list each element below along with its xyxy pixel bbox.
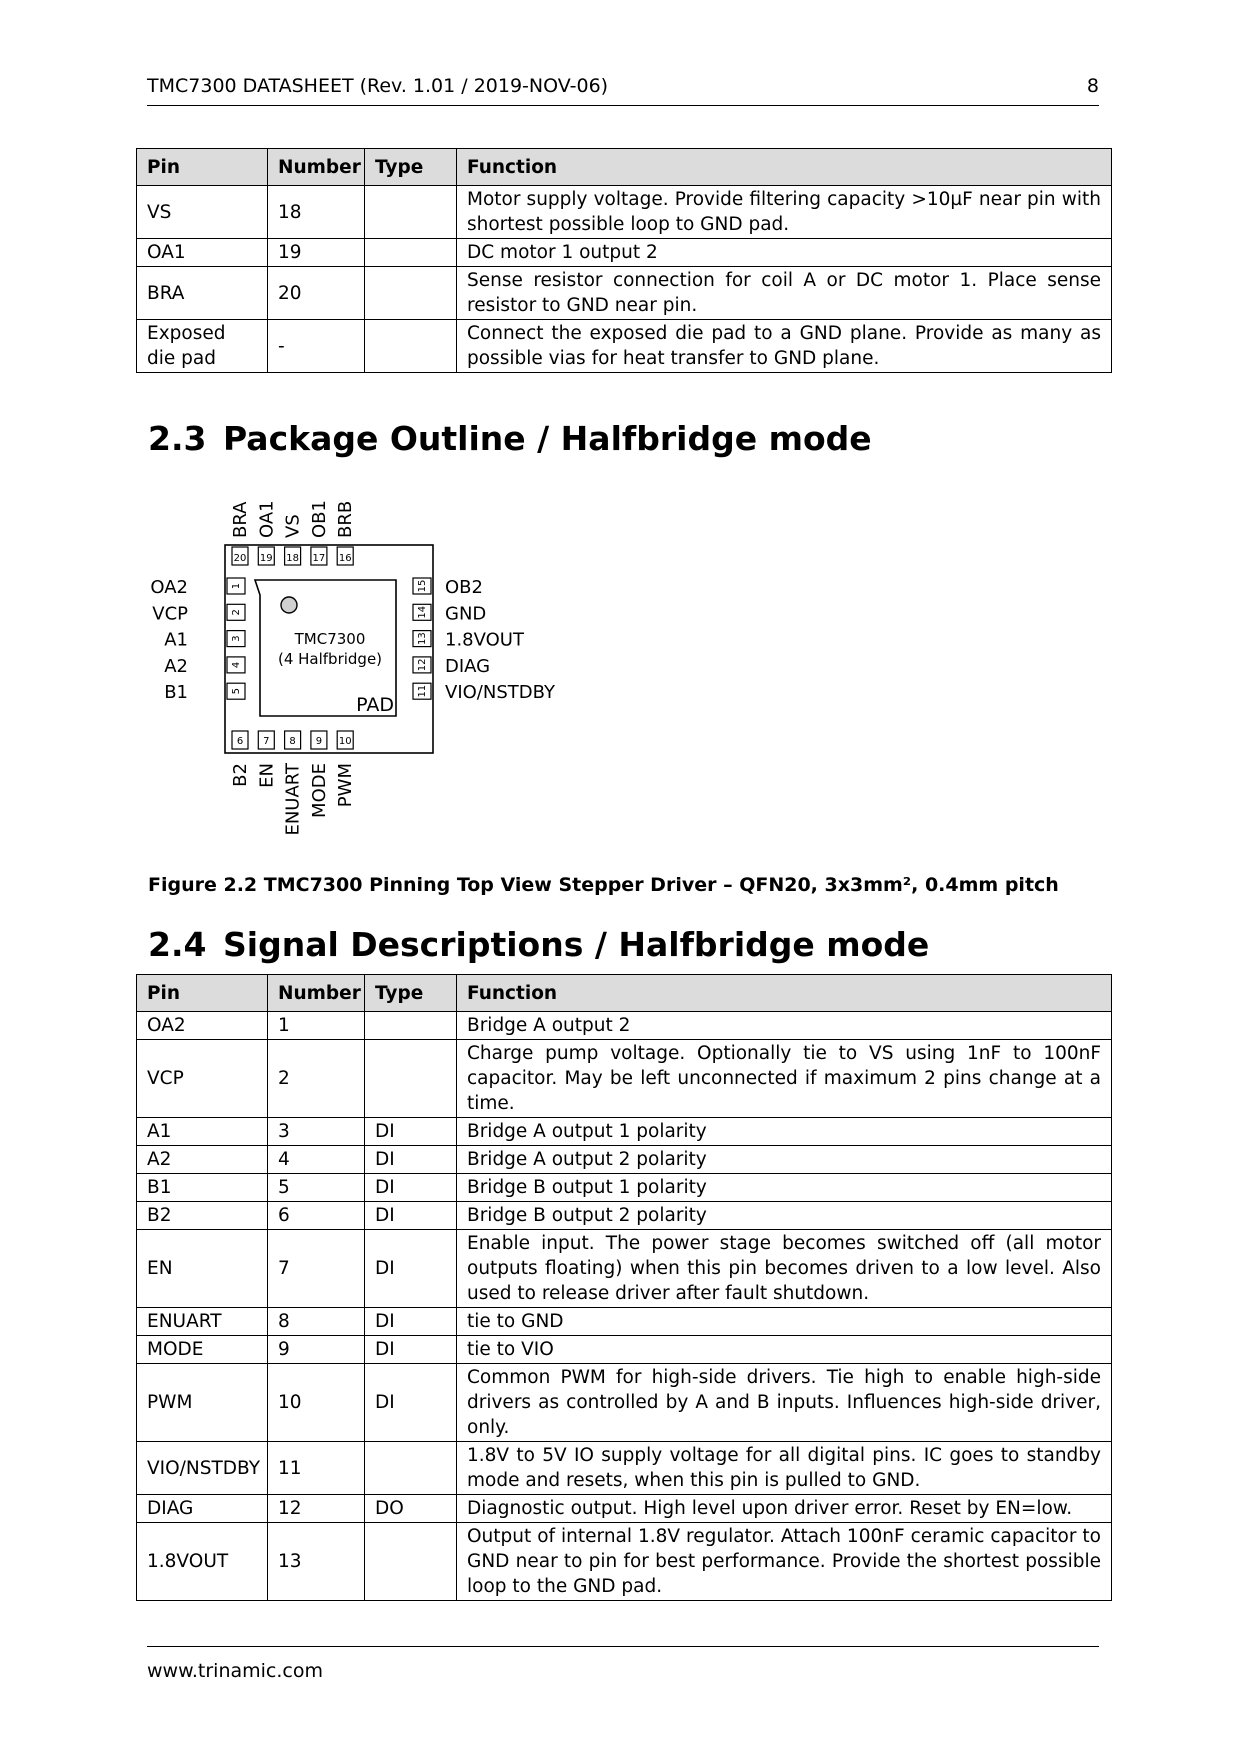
chip-name: TMC7300 [294, 630, 366, 648]
table-row [137, 1202, 1112, 1230]
cell-pin: VCP [137, 1040, 268, 1118]
pin-number: 13 [417, 632, 428, 645]
table-header-row [137, 149, 1112, 186]
col-header-function: Function [457, 975, 1112, 1012]
cell-number: 11 [268, 1442, 365, 1495]
cell-function: Bridge A output 2 polarity [457, 1146, 1112, 1174]
table-row [137, 267, 1112, 320]
pin-name: DIAG [445, 655, 491, 677]
pin-number: 2 [231, 609, 242, 616]
pin-number: 15 [417, 579, 428, 593]
cell-pin: MODE [137, 1336, 268, 1364]
pad-label: PAD [356, 694, 394, 716]
cell-pin: VIO/NSTDBY [137, 1442, 268, 1495]
cell-pin: EN [137, 1230, 268, 1308]
cell-number: - [268, 320, 365, 373]
table-row [137, 1040, 1112, 1118]
cell-function: 1.8V to 5V IO supply voltage for all digital pins. IC goes to standby mode and resets, when this pin is pulled to GND. [457, 1442, 1112, 1495]
page-header [147, 75, 1099, 106]
pin-name: EN [256, 763, 278, 788]
cell-function: Common PWM for high-side drivers. Tie high to enable high-side drivers as controlled by A and B inputs. Influences high-side driver, only. [457, 1364, 1112, 1442]
cell-function: Motor supply voltage. Provide filtering capacity >10µF near pin with shortest possible loop to GND pad. [457, 186, 1112, 239]
cell-type: DI [365, 1336, 457, 1364]
signal-description-table [136, 974, 1112, 1601]
cell-function: Bridge B output 1 polarity [457, 1174, 1112, 1202]
col-header-pin: Pin [137, 975, 268, 1012]
cell-function: Enable input. The power stage becomes switched off (all motor outputs floating) when this pin becomes driven to a low level. Also used to release driver after fault shutdown. [457, 1230, 1112, 1308]
cell-type [365, 239, 457, 267]
pin-number: 11 [417, 684, 428, 698]
cell-type [365, 1012, 457, 1040]
cell-pin: A1 [137, 1118, 268, 1146]
cell-pin: VS [137, 186, 268, 239]
cell-function: Sense resistor connection for coil A or DC motor 1. Place sense resistor to GND near pin. [457, 267, 1112, 320]
pin-number: 10 [338, 736, 352, 747]
table-row [137, 239, 1112, 267]
section-heading-2-3 [148, 419, 872, 458]
pin-name: MODE [308, 763, 330, 818]
cell-function: Bridge B output 2 polarity [457, 1202, 1112, 1230]
table-row [137, 1118, 1112, 1146]
pin-number: 18 [286, 553, 299, 564]
cell-function: tie to VIO [457, 1336, 1112, 1364]
pin-name: GND [445, 603, 487, 625]
pin-number: 17 [312, 553, 326, 564]
table-row [137, 1364, 1112, 1442]
pin-number: 19 [259, 553, 273, 564]
document-title: TMC7300 DATASHEET (Rev. 1.01 / 2019-NOV-06) [147, 75, 609, 97]
pin-name: BRB [335, 500, 357, 538]
cell-function: Bridge A output 2 [457, 1012, 1112, 1040]
table-row [137, 1230, 1112, 1308]
cell-number: 12 [268, 1495, 365, 1523]
cell-function: Charge pump voltage. Optionally tie to VS using 1nF to 100nF capacitor. May be left unconnected if maximum 2 pins change at a time. [457, 1040, 1112, 1118]
table-header-row [137, 975, 1112, 1012]
pin-number: 3 [231, 635, 242, 642]
pin-name: VS [282, 514, 304, 538]
cell-function: Diagnostic output. High level upon driver error. Reset by EN=low. [457, 1495, 1112, 1523]
cell-number: 18 [268, 186, 365, 239]
col-header-function: Function [457, 149, 1112, 186]
cell-type [365, 1523, 457, 1601]
table-row [137, 1495, 1112, 1523]
col-header-number: Number [268, 149, 365, 186]
table-row [137, 1523, 1112, 1601]
cell-pin: B2 [137, 1202, 268, 1230]
pin-name: 1.8VOUT [445, 629, 524, 651]
section-title: Package Outline / Halfbridge mode [223, 419, 872, 458]
cell-type [365, 267, 457, 320]
cell-number: 5 [268, 1174, 365, 1202]
pin-name: B2 [230, 763, 251, 787]
section-number: 2.4 [148, 925, 207, 964]
cell-type: DI [365, 1146, 457, 1174]
cell-pin: 1.8VOUT [137, 1523, 268, 1601]
table-row [137, 1174, 1112, 1202]
chip-mode: (4 Halfbridge) [277, 650, 383, 668]
pin-name: VCP [152, 603, 188, 625]
pin-number: 14 [417, 605, 428, 619]
cell-number: 19 [268, 239, 365, 267]
pin-name: VIO/NSTDBY [445, 682, 555, 704]
pin-number: 5 [231, 688, 242, 695]
pin-name: BRA [230, 501, 251, 538]
cell-pin: ENUART [137, 1308, 268, 1336]
pin-name: ENUART [282, 763, 304, 836]
cell-number: 9 [268, 1336, 365, 1364]
section-heading-2-4 [148, 925, 929, 964]
cell-number: 13 [268, 1523, 365, 1601]
pin-number: 4 [231, 661, 242, 669]
cell-type [365, 1040, 457, 1118]
package-outline-diagram [150, 480, 580, 850]
cell-type: DI [365, 1174, 457, 1202]
pin-table-continued [136, 148, 1112, 373]
cell-type [365, 186, 457, 239]
pin-number: 9 [315, 736, 323, 747]
cell-pin: PWM [137, 1364, 268, 1442]
footer-rule [147, 1646, 1099, 1647]
pin-name: OB2 [445, 577, 483, 598]
pin-name: OB1 [308, 500, 330, 538]
cell-pin: OA1 [137, 239, 268, 267]
table-row [137, 1336, 1112, 1364]
pin-number: 6 [236, 736, 244, 747]
pin-name: OA1 [256, 500, 278, 538]
col-header-number: Number [268, 975, 365, 1012]
table-row [137, 1146, 1112, 1174]
cell-number: 3 [268, 1118, 365, 1146]
pin-name: A1 [164, 629, 188, 651]
cell-number: 10 [268, 1364, 365, 1442]
cell-number: 7 [268, 1230, 365, 1308]
cell-type: DI [365, 1118, 457, 1146]
pin-number: 1 [231, 582, 242, 590]
cell-type: DI [365, 1202, 457, 1230]
table-row [137, 1442, 1112, 1495]
cell-pin: A2 [137, 1146, 268, 1174]
pin-number: 12 [417, 658, 428, 672]
cell-pin: Exposed die pad [137, 320, 268, 373]
cell-function: Bridge A output 1 polarity [457, 1118, 1112, 1146]
cell-pin: B1 [137, 1174, 268, 1202]
col-header-pin: Pin [137, 149, 268, 186]
cell-function: tie to GND [457, 1308, 1112, 1336]
cell-pin: OA2 [137, 1012, 268, 1040]
pin-name: PWM [335, 763, 357, 808]
pin-number: 7 [263, 736, 270, 747]
cell-pin: DIAG [137, 1495, 268, 1523]
cell-function: Connect the exposed die pad to a GND plane. Provide as many as possible vias for heat transfer to GND plane. [457, 320, 1112, 373]
section-number: 2.3 [148, 419, 207, 458]
cell-number: 1 [268, 1012, 365, 1040]
cell-type: DI [365, 1230, 457, 1308]
pin-name: B1 [164, 682, 188, 704]
cell-pin: BRA [137, 267, 268, 320]
cell-number: 4 [268, 1146, 365, 1174]
col-header-type: Type [365, 975, 457, 1012]
footer-url[interactable]: www.trinamic.com [147, 1660, 323, 1682]
pin-number: 16 [338, 553, 352, 564]
cell-number: 20 [268, 267, 365, 320]
cell-type [365, 320, 457, 373]
col-header-type: Type [365, 149, 457, 186]
section-title: Signal Descriptions / Halfbridge mode [223, 925, 930, 964]
cell-number: 6 [268, 1202, 365, 1230]
pin-name: A2 [164, 655, 188, 677]
cell-number: 2 [268, 1040, 365, 1118]
page-number: 8 [1086, 75, 1099, 97]
pin-number: 20 [233, 553, 247, 564]
pin-number: 8 [289, 736, 296, 747]
table-row [137, 1012, 1112, 1040]
package-body [225, 545, 433, 753]
figure-caption: Figure 2.2 TMC7300 Pinning Top View Stepper Driver – QFN20, 3x3mm², 0.4mm pitch [148, 874, 1059, 896]
cell-type: DO [365, 1495, 457, 1523]
table-row [137, 320, 1112, 373]
cell-function: DC motor 1 output 2 [457, 239, 1112, 267]
cell-function: Output of internal 1.8V regulator. Attach 100nF ceramic capacitor to GND near to pin for best performance. Provide the shortest possible loop to the GND pad. [457, 1523, 1112, 1601]
table-row [137, 1308, 1112, 1336]
cell-type: DI [365, 1308, 457, 1336]
cell-type: DI [365, 1364, 457, 1442]
pin-name: OA2 [150, 577, 188, 598]
pin1-marker [281, 597, 297, 613]
cell-type [365, 1442, 457, 1495]
cell-number: 8 [268, 1308, 365, 1336]
table-row [137, 186, 1112, 239]
